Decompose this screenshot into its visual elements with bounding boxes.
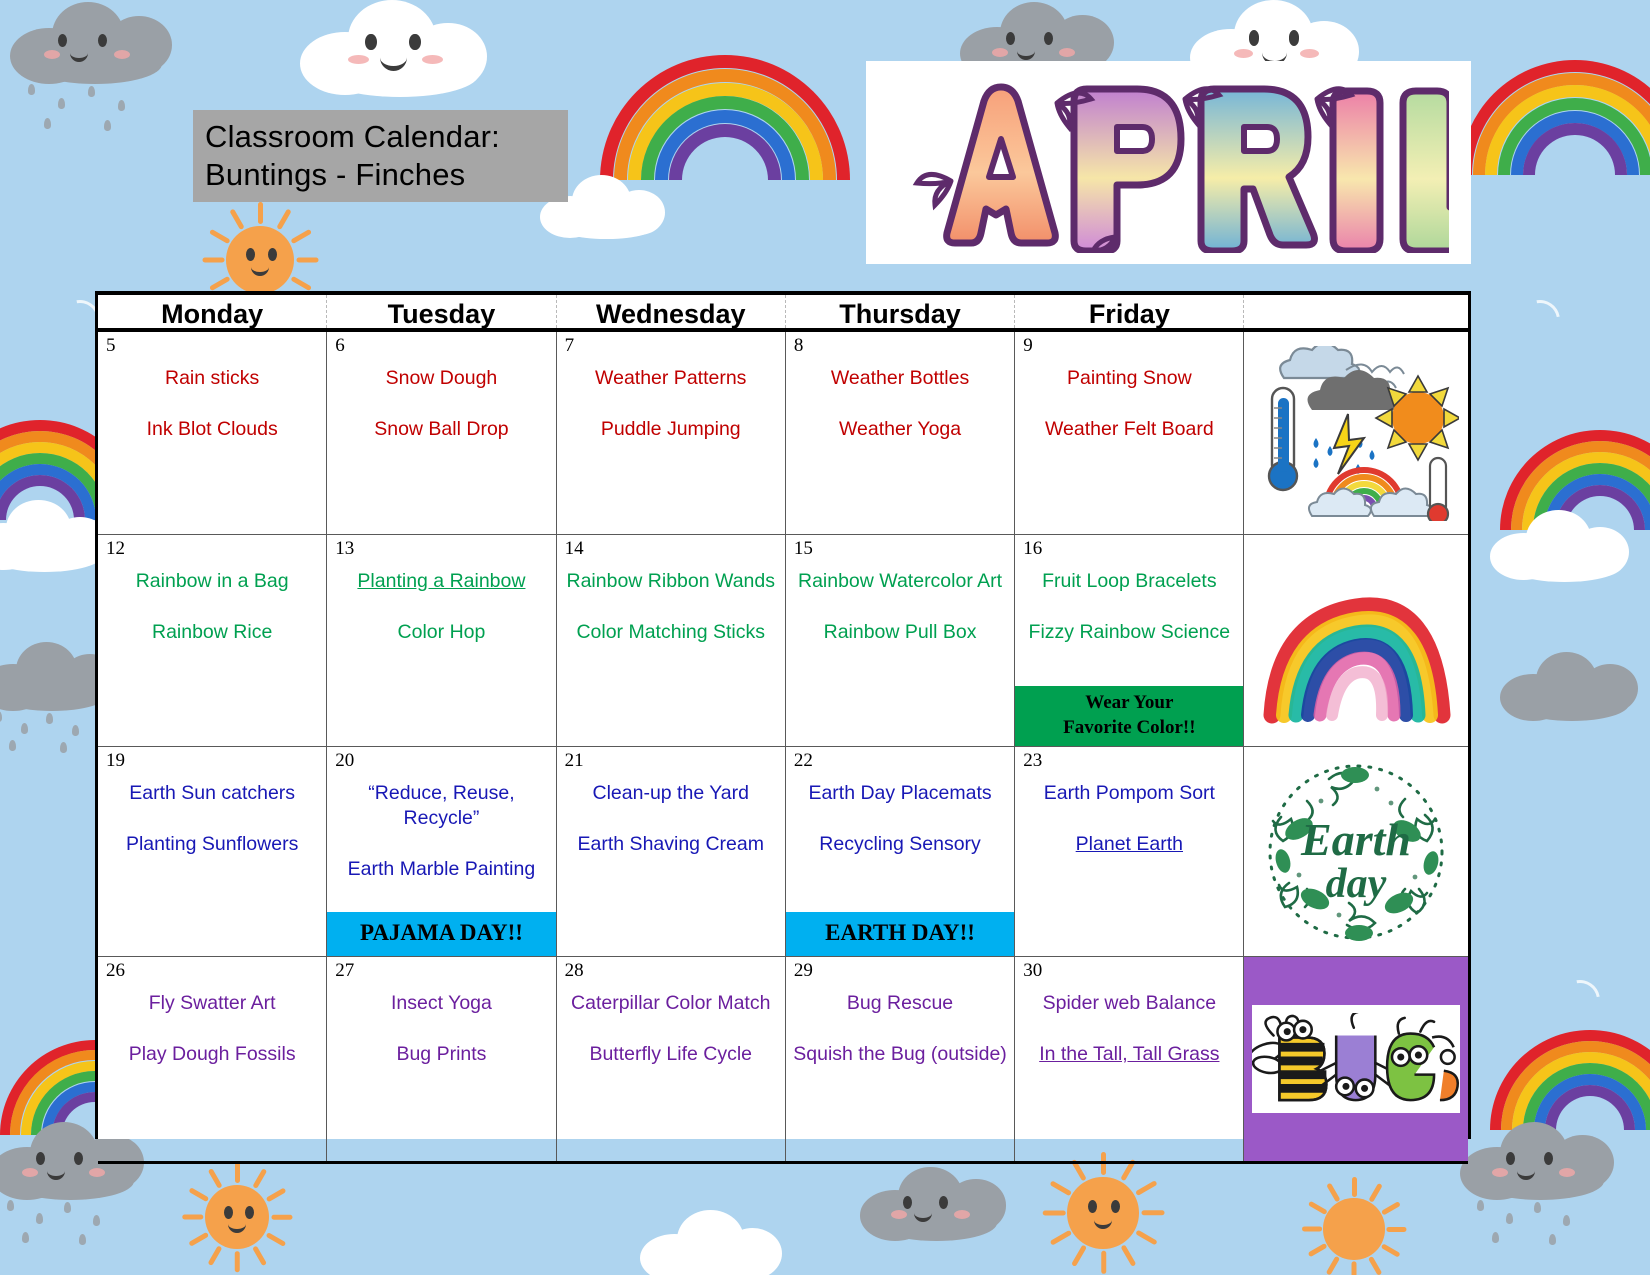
background-decoration [1323,1198,1384,1259]
activity-list [563,539,779,645]
weather-clipart-icon [1244,332,1468,534]
background-decoration [235,1251,240,1272]
background-decoration [272,1215,293,1220]
background-decoration [245,1206,254,1219]
activity-item: Squish the Bug (outside) [793,1043,1007,1065]
background-decoration [58,98,65,109]
day-header-art-spacer [1244,295,1468,328]
activity-list [333,961,549,1067]
day-number: 28 [564,960,584,981]
wind-swirl-icon [1552,972,1608,1028]
background-decoration [1506,547,1623,581]
background-decoration [60,742,67,753]
background-decoration [1049,1230,1072,1246]
wind-swirl-icon [1512,292,1568,348]
activity-list [333,336,549,442]
day-number: 29 [793,960,813,981]
white-cloud-icon [300,0,500,101]
activity-item: Earth Day Placemats [808,782,992,804]
day-cell-19[interactable] [98,747,327,956]
background-decoration [297,258,319,263]
activity-item: Clean-up the Yard [592,782,749,804]
background-decoration [226,226,294,294]
svg-text:Earth: Earth [1300,813,1411,865]
background-decoration [1534,1202,1541,1213]
background-decoration [36,1152,45,1165]
day-number: 20 [335,750,355,771]
background-decoration [1006,32,1015,45]
day-cell-21[interactable] [557,747,786,956]
background-decoration [1506,1213,1513,1224]
background-decoration [0,711,2,722]
month-banner [866,61,1471,264]
day-cell-15[interactable] [786,535,1015,746]
activity-list [333,539,549,645]
background-decoration [1326,1256,1340,1275]
calendar-week-row [98,535,1468,747]
activity-item: Butterfly Life Cycle [589,1043,753,1065]
background-decoration [46,713,53,724]
background-decoration [1387,1227,1407,1232]
day-number: 21 [564,750,584,771]
activity-item: Color Hop [397,621,486,643]
background-decoration [1302,1227,1322,1232]
day-cell-6[interactable] [327,332,556,534]
background-decoration [9,740,16,751]
background-decoration [1044,32,1053,45]
day-cell-14[interactable] [557,535,786,746]
background-decoration [1101,1251,1106,1274]
theme-art-cell-bugs [1244,957,1468,1161]
sun-icon [180,1160,294,1274]
background-decoration [1549,1234,1556,1245]
activity-item: Rain sticks [165,367,260,389]
page-title-line2: Buntings - Finches [205,157,466,192]
page-title-line1: Classroom Calendar: [205,119,500,154]
rainbow-icon [1460,60,1650,185]
activity-item: Fizzy Rainbow Science [1028,621,1231,643]
background-decoration [64,1202,71,1213]
background-decoration [98,34,107,47]
activity-item: Bug Prints [396,1043,487,1065]
background-decoration [266,1187,286,1202]
calendar-table [95,291,1471,1139]
day-cell-29[interactable] [786,957,1015,1161]
background-decoration [1506,1152,1515,1165]
rainbow-paint-clipart-icon [1244,535,1468,746]
background-decoration [0,537,103,571]
background-decoration [208,1245,223,1265]
activity-item: Earth Pompom Sort [1043,782,1215,804]
banner-line: EARTH DAY!! [825,920,975,945]
day-cell-22[interactable] [786,747,1015,956]
banner-line: Wear Your [1085,692,1174,713]
background-decoration [1477,1200,1484,1211]
day-cell-12[interactable] [98,535,327,746]
activity-list [1021,336,1237,442]
background-decoration [182,1215,203,1220]
day-number: 26 [106,960,125,981]
background-decoration [1559,1168,1575,1177]
day-number: 23 [1023,750,1043,771]
background-decoration [1544,1152,1553,1165]
background-decoration [290,229,312,244]
page-title [193,110,568,202]
background-decoration [36,1213,43,1224]
background-decoration [21,723,28,734]
activity-item: Rainbow Pull Box [823,621,977,643]
activity-list [563,961,779,1067]
background-decoration [1135,1230,1158,1246]
activity-list [104,336,320,442]
background-decoration [348,55,369,64]
calendar-header-row [98,291,1468,332]
activity-list [333,751,549,882]
activity-item: Earth Sun catchers [129,782,296,804]
day-number: 14 [564,538,584,559]
background-decoration [1049,1180,1072,1196]
april-word-art [889,73,1449,253]
background-decoration [189,1187,209,1202]
background-decoration [1308,1243,1327,1257]
day-number: 7 [564,335,575,356]
activity-list [104,961,320,1067]
background-decoration [1352,1261,1357,1275]
activity-item: Rainbow in a Bag [135,570,289,592]
activity-item: Weather Felt Board [1044,418,1214,440]
day-cell-5[interactable] [98,332,327,534]
calendar-week-row [98,747,1468,957]
day-number: 15 [793,538,813,559]
rain-cloud-icon [860,1165,1013,1246]
background-decoration [28,84,35,95]
activity-list [792,751,1008,857]
day-cell-26[interactable] [98,957,327,1161]
background-decoration [1326,1183,1340,1202]
background-decoration [276,209,291,231]
background-decoration [1289,30,1299,45]
background-decoration [208,1168,223,1188]
activity-list [792,961,1008,1067]
background-decoration [290,276,312,291]
special-day-banner [1015,686,1243,746]
activity-list [1021,751,1237,857]
background-decoration [88,86,95,97]
background-decoration [7,1200,14,1211]
background-decoration [203,258,225,263]
activity-item: Earth Marble Painting [347,858,536,880]
day-cell-23[interactable] [1015,747,1244,956]
day-number: 9 [1023,335,1033,356]
day-header-wednesday: Wednesday [557,295,786,328]
activity-item: Insect Yoga [391,992,492,1014]
activity-list [563,336,779,442]
background-decoration [253,1245,268,1265]
background-decoration [205,1185,270,1250]
background-decoration [1308,1201,1327,1215]
background-decoration [229,209,244,231]
day-header-monday: Monday [98,295,327,328]
day-cell-9[interactable] [1015,332,1244,534]
day-cell-7[interactable] [557,332,786,534]
background-decoration [44,50,60,59]
background-decoration [1067,1177,1138,1248]
activity-item: “Reduce, Reuse, Recycle” [368,782,515,829]
background-decoration [235,1162,240,1183]
activity-list [104,751,320,857]
background-decoration [224,1206,233,1219]
background-decoration [1071,1244,1087,1267]
background-decoration [1352,1177,1357,1197]
activity-item: Planting a Rainbow [357,570,526,592]
activity-list [1021,539,1237,645]
activity-item: Bug Rescue [846,992,954,1014]
day-cell-13[interactable] [327,535,556,746]
activity-item: Fruit Loop Bracelets [1042,570,1217,592]
day-number: 13 [335,538,355,559]
background-decoration [89,1168,105,1177]
background-decoration [365,34,377,51]
activity-item: Weather Yoga [838,418,962,440]
background-decoration [1141,1210,1164,1215]
activity-item: Weather Patterns [595,367,747,389]
background-decoration [258,202,263,224]
day-number: 30 [1023,960,1043,981]
background-decoration [22,1232,29,1243]
background-decoration [74,1152,83,1165]
calendar-body [98,332,1468,1164]
sun-icon [1040,1150,1166,1275]
background-decoration [1249,30,1259,45]
activity-item: Snow Dough [385,367,498,389]
white-cloud-icon [1490,510,1638,585]
rainbow-icon [600,55,850,185]
background-decoration [409,34,421,51]
svg-text:day: day [1325,860,1387,907]
rain-cloud-icon [10,0,180,90]
background-decoration [1369,1256,1383,1275]
background-decoration [1120,1244,1136,1267]
background-decoration [1043,1210,1066,1215]
background-decoration [992,48,1008,57]
calendar-week-row [98,957,1468,1164]
day-header-thursday: Thursday [786,295,1015,328]
day-number: 12 [106,538,125,559]
activity-item: Puddle Jumping [600,418,741,440]
background-decoration [0,677,109,711]
background-decoration [1492,1168,1508,1177]
day-header-friday: Friday [1015,295,1244,328]
banner-line: Favorite Color!! [1063,717,1196,738]
background-decoration [22,1168,38,1177]
background-decoration [209,229,231,244]
day-number: 6 [335,335,345,356]
activity-item: Fly Swatter Art [148,992,276,1014]
day-header-tuesday: Tuesday [327,295,556,328]
day-cell-20[interactable] [327,747,556,956]
background-decoration [93,1215,100,1226]
background-decoration [1381,1243,1400,1257]
background-decoration [422,55,443,64]
activity-item: Planet Earth [1075,833,1183,855]
theme-art-cell-rainbow [1244,535,1468,746]
activity-item: Ink Blot Clouds [146,418,278,440]
special-day-banner [327,912,555,956]
earth-day-clipart-icon [1244,747,1468,956]
activity-item: Rainbow Ribbon Wands [566,570,775,592]
day-number: 8 [793,335,804,356]
activity-item: Caterpillar Color Match [571,992,771,1014]
day-cell-27[interactable] [327,957,556,1161]
activity-item: Spider web Balance [1042,992,1217,1014]
background-decoration [209,276,231,291]
background-decoration [58,34,67,47]
background-decoration [1369,1183,1383,1202]
background-decoration [246,248,255,261]
background-decoration [1515,687,1629,721]
day-number: 16 [1023,538,1043,559]
rain-cloud-icon [1460,1120,1622,1206]
background-decoration [114,50,130,59]
banner-line: PAJAMA DAY!! [359,920,523,945]
background-decoration [1381,1201,1400,1215]
activity-list [792,539,1008,645]
activity-item: Weather Bottles [830,367,970,389]
day-number: 27 [335,960,355,981]
background-decoration [44,118,51,129]
background-decoration [891,1210,907,1219]
background-decoration [189,1232,209,1247]
background-decoration [954,1210,970,1219]
theme-art-cell-earth [1244,747,1468,956]
activity-item: Planting Sunflowers [125,833,299,855]
activity-item: Recycling Sensory [819,833,981,855]
background-decoration [79,1234,86,1245]
background-decoration [1135,1180,1158,1196]
background-decoration [1492,1232,1499,1243]
sun-icon [1300,1175,1408,1275]
day-number: 22 [793,750,813,771]
activity-item: In the Tall, Tall Grass [1039,1043,1220,1065]
day-number: 5 [106,335,116,356]
background-decoration [72,725,79,736]
background-decoration [268,248,277,261]
activity-item: Snow Ball Drop [374,418,509,440]
background-decoration [1059,48,1075,57]
background-decoration [104,120,111,131]
activity-list [563,751,779,857]
background-decoration [939,1196,948,1209]
background-decoration [903,1196,912,1209]
background-decoration [253,1168,268,1188]
bugs-clipart-icon [1252,1005,1460,1113]
rain-cloud-icon [1500,650,1645,727]
activity-item: Painting Snow [1067,367,1192,389]
activity-item: Play Dough Fossils [128,1043,296,1065]
day-number: 19 [106,750,125,771]
activity-item: Earth Shaving Cream [577,833,764,855]
day-cell-30[interactable] [1015,957,1244,1161]
activity-item: Color Matching Sticks [576,621,766,643]
activity-item: Rainbow Watercolor Art [797,570,1003,592]
background-decoration [1563,1215,1570,1226]
day-cell-8[interactable] [786,332,1015,534]
background-decoration [266,1232,286,1247]
activity-item: Rainbow Rice [151,621,273,643]
activity-list [104,539,320,645]
day-cell-28[interactable] [557,957,786,1161]
activity-list [792,336,1008,442]
special-day-banner [786,912,1014,956]
calendar-week-row [98,332,1468,535]
background-decoration [554,209,659,240]
theme-art-cell-weather [1244,332,1468,534]
background-decoration [118,100,125,111]
day-cell-16[interactable] [1015,535,1244,746]
activity-list [1021,961,1237,1067]
